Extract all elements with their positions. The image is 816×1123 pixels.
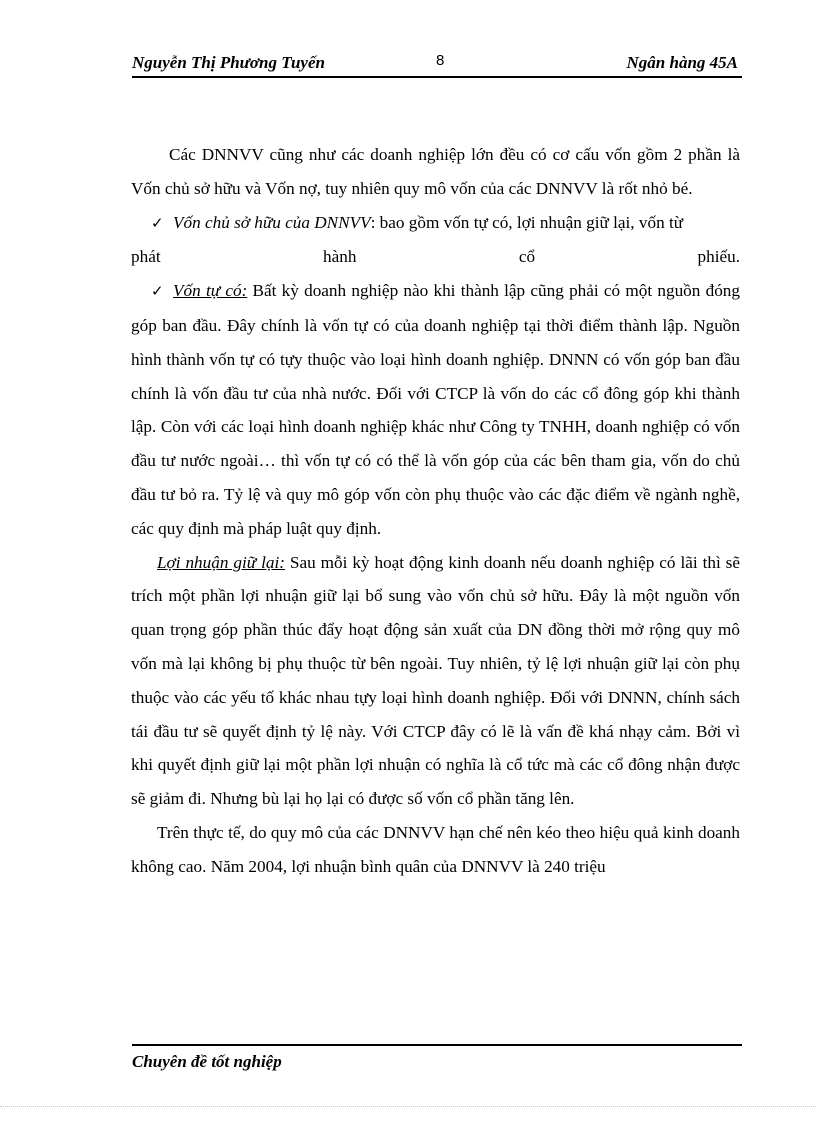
footer-text: Chuyên đề tốt nghiệp [132, 1052, 282, 1071]
paragraph-retained-earnings [131, 546, 740, 816]
page-footer [132, 1044, 742, 1071]
term-retained-earnings: Lợi nhuận giữ lại: [157, 552, 285, 572]
page-number: 8 [436, 52, 445, 69]
checkmark-icon: ✓ [151, 282, 164, 301]
term-owner-equity: Vốn chủ sở hữu của DNNVV [173, 212, 371, 232]
header-class-name: Ngân hàng 45A [626, 53, 738, 72]
paragraph-owner-equity-tail: phát hành cổ phiếu. [131, 247, 740, 267]
own-capital-text: Bất kỳ doanh nghiệp nào khi thành lập cũng phải có một nguồn đóng góp ban đầu. Đây chính là vốn tự có của doanh nghiệp tại thời điểm thành lập. Nguồn hình thành vốn tự có tựy thuộc vào loại hình doanh nghiệp. DNNN có vốn góp ban đầu chính là vốn đầu tư của nhà nước. Đối với CTCP là vốn do các cổ đông góp khi thành lập. Còn với các loại hình doanh nghiệp khác như Công ty TNHH, doanh nghiệp có vốn đầu tư nước ngoài… thì vốn tự có có thể là vốn góp của các bên tham gia, vốn do chủ đầu tư bỏ ra. Tỷ lệ và quy mô góp vốn còn phụ thuộc vào các đặc điểm về ngành nghề, các quy định mà pháp luật quy định. [131, 281, 740, 538]
page-divider [0, 1106, 816, 1107]
checkmark-icon: ✓ [151, 213, 164, 232]
paragraph-intro: Các DNNVV cũng như các doanh nghiệp lớn đều có cơ cấu vốn gồm 2 phần là Vốn chủ sở hữu và Vốn nợ, tuy nhiên quy mô vốn của các DNNVV là rốt nhỏ bé. [131, 145, 740, 198]
term-own-capital: Vốn tự có: [173, 281, 248, 301]
paragraph-own-capital [131, 274, 740, 545]
paragraph-reality: Trên thực tế, do quy mô của các DNNVV hạn chế nên kéo theo hiệu quả kinh doanh không cao. Năm 2004, lợi nhuận bình quân của DNNVV là 240 triệu [131, 822, 740, 876]
document-body [131, 138, 740, 884]
page-header [132, 50, 742, 78]
header-author: Nguyễn Thị Phương Tuyến [132, 53, 325, 72]
paragraph-owner-equity [131, 206, 740, 241]
owner-equity-text: : bao gồm vốn tự có, lợi nhuận giữ lại, vốn từ [370, 212, 684, 232]
retained-earnings-text: Sau mỗi kỳ hoạt động kinh doanh nếu doanh nghiệp có lãi thì sẽ trích một phần lợi nhuận giữ lại bổ sung vào vốn chủ sở hữu. Đây là một nguồn vốn quan trọng góp phần thúc đẩy hoạt động sản xuất của DN đồng thời mở rộng quy mô vốn mà lại không bị phụ thuộc từ bên ngoài. Tuy nhiên, tỷ lệ lợi nhuận giữ lại còn phụ thuộc vào các yếu tố khác nhau tựy loại hình doanh nghiệp. Đối với DNNN, chính sách tái đầu tư sẽ quyết định tỷ lệ này. Với CTCP đây có lẽ là vấn đề khá nhạy cảm. Bởi vì khi quyết định giữ lại một phần lợi nhuận có nghĩa là cổ tức mà các cổ đông nhận được sẽ giảm đi. Nhưng bù lại họ lại có được số vốn cổ phần tăng lên. [131, 552, 740, 809]
